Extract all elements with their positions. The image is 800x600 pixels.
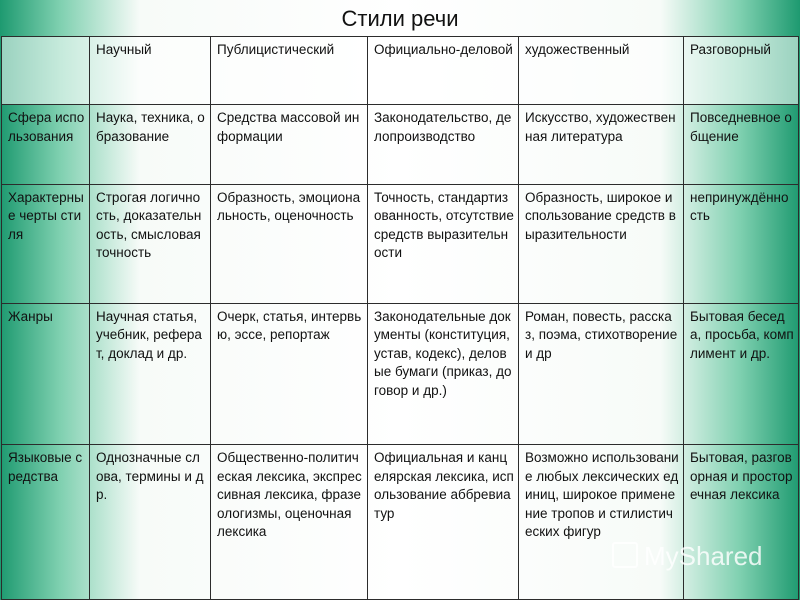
- table-row: [2, 303, 799, 445]
- table-row: [2, 184, 799, 303]
- table-cell: Научная статья, учебник, реферат, доклад и др.: [90, 303, 211, 445]
- table-cell: Однозначные слова, термины и др.: [90, 445, 211, 600]
- watermark-logo-icon: [612, 542, 638, 568]
- header-cell-journalistic: Публицистический: [211, 37, 368, 105]
- row-label-cell: Характерные черты стиля: [2, 184, 90, 303]
- table-cell: Повседневное общение: [684, 105, 799, 185]
- row-label-cell: Сфера использования: [2, 105, 90, 185]
- header-cell-artistic: художественный: [519, 37, 684, 105]
- table-row: [2, 445, 799, 600]
- table-cell: Образность, широкое использование средств выразительности: [519, 184, 684, 303]
- header-cell-colloquial: Разговорный: [684, 37, 799, 105]
- page-title: Стили речи: [341, 6, 459, 31]
- table-cell: Официальная и канцелярская лексика, использование аббревиатур: [368, 445, 519, 600]
- table-cell: Наука, техника, образование: [90, 105, 211, 185]
- table-cell: Бытовая, разговорная и просторечная лексика: [684, 445, 799, 600]
- table-cell: Образность, эмоциональность, оценочность: [211, 184, 368, 303]
- header-cell-corner: [2, 37, 90, 105]
- row-label-cell: Жанры: [2, 303, 90, 445]
- row-label-cell: Языковые средства: [2, 445, 90, 600]
- table-cell: Возможно использование любых лексических единиц, широкое применение тропов и стилистических фигур: [519, 445, 684, 600]
- header-cell-scientific: Научный: [90, 37, 211, 105]
- table-cell: Строгая логичность, доказательность, смысловая точность: [90, 184, 211, 303]
- table-cell: Общественно-политическая лексика, экспрессивная лексика, фразеологизмы, оценочная лексика: [211, 445, 368, 600]
- speech-styles-table: [1, 36, 799, 600]
- table-cell: Законодательство, делопроизводство: [368, 105, 519, 185]
- watermark: [612, 540, 782, 572]
- table-cell: Бытовая беседа, просьба, комплимент и др.: [684, 303, 799, 445]
- table-header-row: [2, 37, 799, 105]
- table-cell: Искусство, художественная литература: [519, 105, 684, 185]
- table-cell: Очерк, статья, интервью, эссе, репортаж: [211, 303, 368, 445]
- table-cell: Точность, стандартизованность, отсутствие средств выразительности: [368, 184, 519, 303]
- table-row: [2, 105, 799, 185]
- table-cell: непринуждённость: [684, 184, 799, 303]
- table-cell: Средства массовой информации: [211, 105, 368, 185]
- table-cell: Законодательные документы (конституция, устав, кодекс), деловые бумаги (приказ, договор и др.): [368, 303, 519, 445]
- watermark-text: MyShared: [644, 541, 763, 571]
- header-cell-official: Официально-деловой: [368, 37, 519, 105]
- table-cell: Роман, повесть, рассказ, поэма, стихотворение и др: [519, 303, 684, 445]
